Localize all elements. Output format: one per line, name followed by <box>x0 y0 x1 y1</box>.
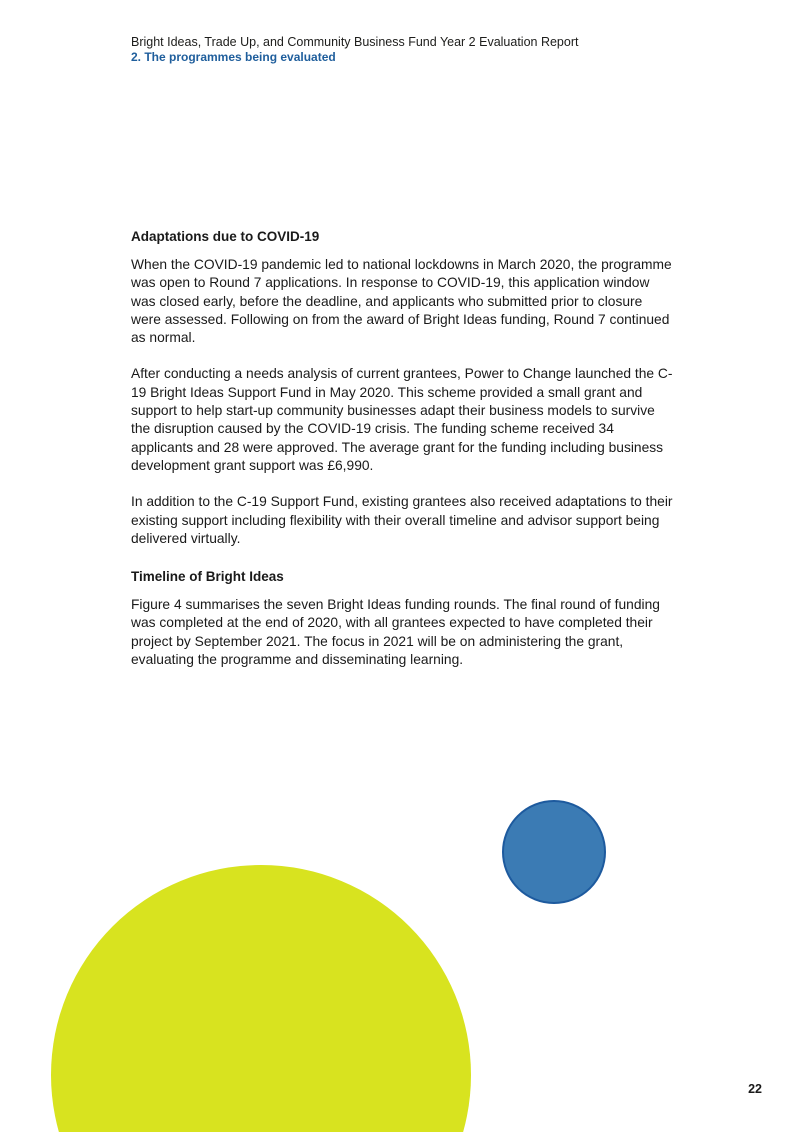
page-number: 22 <box>748 1082 762 1096</box>
lime-circle-decoration <box>51 865 471 1132</box>
paragraph: After conducting a needs analysis of current grantees, Power to Change launched the C-19 Bright Ideas Support Fund in May 2020. This scheme provided a small grant and support to help start-up community businesses adapt their business models to survive the disruption caused by the COVID-19 crisis. The funding scheme received 34 applicants and 28 were approved. The average grant for the funding including business development grant support was £6,990. <box>131 366 673 473</box>
section-heading-covid: Adaptations due to COVID-19 <box>131 229 320 244</box>
paragraph: In addition to the C-19 Support Fund, existing grantees also received adaptations to their existing support including flexibility with their overall timeline and advisor support being delivered virtually. <box>131 494 673 546</box>
report-title: Bright Ideas, Trade Up, and Community Business Fund Year 2 Evaluation Report <box>131 35 579 49</box>
section-title: 2. The programmes being evaluated <box>131 50 336 64</box>
paragraph: When the COVID-19 pandemic led to national lockdowns in March 2020, the programme was open to Round 7 applications. In response to COVID-19, this application window was closed early, before the deadline, and applicants who submitted prior to closure were assessed. Following on from the award of Bright Ideas funding, Round 7 continued as normal. <box>131 257 672 346</box>
blue-circle-decoration <box>503 801 605 903</box>
section-heading-timeline: Timeline of Bright Ideas <box>131 569 284 585</box>
paragraph: Figure 4 summarises the seven Bright Ideas funding rounds. The final round of funding was completed at the end of 2020, with all grantees expected to have completed their project by September 2021. The focus in 2021 will be on administering the grant, evaluating the programme and disseminating learning. <box>131 597 660 668</box>
